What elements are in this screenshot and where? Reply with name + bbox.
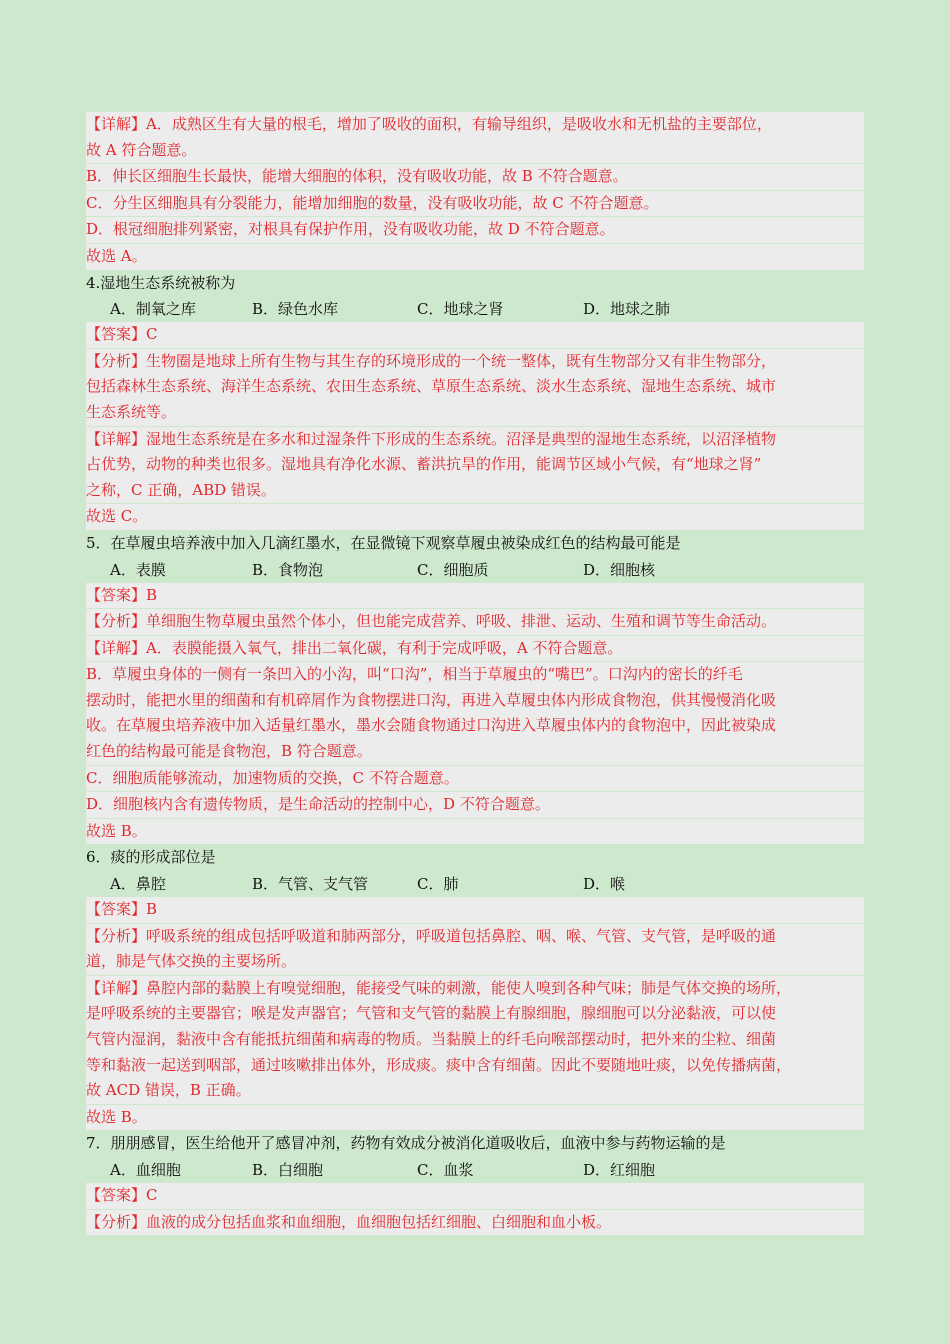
explanation-line: 【详解】鼻腔内部的黏膜上有嗅觉细胞，能接受气味的刺激，能使人嗅到各种气味；肺是气体交换的场所， xyxy=(86,976,864,1002)
explanation-block xyxy=(86,427,864,504)
explanation-line: 【答案】B xyxy=(86,583,864,609)
explanation-block xyxy=(86,976,864,1104)
explanation-line: 故选 A。 xyxy=(86,244,864,270)
explanation-line: 故选 B。 xyxy=(86,819,864,845)
explanation-block xyxy=(86,792,864,818)
option-a: A．表膜 xyxy=(110,560,166,579)
explanation-line: 道，肺是气体交换的主要场所。 xyxy=(86,949,864,975)
question-text: 6．痰的形成部位是 xyxy=(86,848,216,867)
explanation-line: 故 ACD 错误，B 正确。 xyxy=(86,1078,864,1104)
explanation-line: 故选 C。 xyxy=(86,504,864,530)
explanation-line: 收。在草履虫培养液中加入适量红墨水，墨水会随食物通过口沟进入草履虫体内的食物泡中，因此被染成 xyxy=(86,713,864,739)
explanation-block xyxy=(86,244,864,270)
explanation-block xyxy=(86,897,864,923)
question-text: 7．朋朋感冒，医生给他开了感冒冲剂，药物有效成分被消化道吸收后，血液中参与药物运输的是 xyxy=(86,1134,726,1153)
explanation-block xyxy=(86,1183,864,1209)
explanation-line: 包括森林生态系统、海洋生态系统、农田生态系统、草原生态系统、淡水生态系统、湿地生态系统、城市 xyxy=(86,374,864,400)
question-text: 5．在草履虫培养液中加入几滴红墨水，在显微镜下观察草履虫被染成红色的结构最可能是 xyxy=(86,533,681,552)
explanation-line: 【答案】C xyxy=(86,322,864,348)
explanation-line: C．细胞质能够流动，加速物质的交换，C 不符合题意。 xyxy=(86,766,864,792)
explanation-line: 【分析】生物圈是地球上所有生物与其生存的环境形成的一个统一整体，既有生物部分又有非生物部分， xyxy=(86,349,864,375)
explanation-line: C．分生区细胞具有分裂能力，能增加细胞的数量，没有吸收功能，故 C 不符合题意。 xyxy=(86,191,864,217)
question-options xyxy=(86,871,864,897)
explanation-block xyxy=(86,504,864,530)
explanation-line: B．草履虫身体的一侧有一条凹入的小沟，叫“口沟”，相当于草履虫的“嘴巴”。口沟内的密长的纤毛 xyxy=(86,662,864,688)
explanation-line: 【详解】A．成熟区生有大量的根毛，增加了吸收的面积，有输导组织，是吸收水和无机盐的主要部位， xyxy=(86,112,864,138)
explanation-block xyxy=(86,924,864,975)
question-options xyxy=(86,1157,864,1183)
explanation-block xyxy=(86,583,864,609)
explanation-line: 【分析】单细胞生物草履虫虽然个体小，但也能完成营养、呼吸、排泄、运动、生殖和调节等生命活动。 xyxy=(86,609,864,635)
option-c: C．肺 xyxy=(417,875,459,894)
explanation-line: 气管内湿润，黏液中含有能抵抗细菌和病毒的物质。当黏膜上的纤毛向喉部摆动时，把外来的尘粒、细菌 xyxy=(86,1027,864,1053)
explanation-block xyxy=(86,766,864,792)
explanation-line: 【分析】血液的成分包括血浆和血细胞，血细胞包括红细胞、白细胞和血小板。 xyxy=(86,1210,864,1236)
option-d: D．细胞核 xyxy=(583,560,656,579)
option-a: A．鼻腔 xyxy=(110,875,166,894)
option-d: D．地球之肺 xyxy=(583,300,671,319)
explanation-line: 【答案】B xyxy=(86,897,864,923)
explanation-line: 生态系统等。 xyxy=(86,400,864,426)
explanation-line: 是呼吸系统的主要器官；喉是发声器官；气管和支气管的黏膜上有腺细胞，腺细胞可以分泌黏液，可以使 xyxy=(86,1001,864,1027)
option-b: B．气管、支气管 xyxy=(252,875,369,894)
explanation-block xyxy=(86,1210,864,1236)
explanation-line: 摆动时，能把水里的细菌和有机碎屑作为食物摆进口沟，再进入草履虫体内形成食物泡，供其慢慢消化吸 xyxy=(86,688,864,714)
explanation-line: D．根冠细胞排列紧密，对根具有保护作用，没有吸收功能，故 D 不符合题意。 xyxy=(86,217,864,243)
option-a: A．制氧之库 xyxy=(110,300,196,319)
explanation-block xyxy=(86,636,864,662)
option-b: B．白细胞 xyxy=(252,1160,324,1179)
option-b: B．食物泡 xyxy=(252,560,324,579)
explanation-line: 【详解】A．表膜能摄入氧气，排出二氧化碳，有利于完成呼吸，A 不符合题意。 xyxy=(86,636,864,662)
explanation-line: 【详解】湿地生态系统是在多水和过湿条件下形成的生态系统。沼泽是典型的湿地生态系统，以沼泽植物 xyxy=(86,427,864,453)
option-d: D．喉 xyxy=(583,875,626,894)
document-page xyxy=(86,112,864,1236)
explanation-line: 故 A 符合题意。 xyxy=(86,138,864,164)
explanation-block xyxy=(86,609,864,635)
option-a: A．血细胞 xyxy=(110,1160,181,1179)
explanation-block xyxy=(86,819,864,845)
option-b: B．绿色水库 xyxy=(252,300,339,319)
explanation-line: 【答案】C xyxy=(86,1183,864,1209)
question-options xyxy=(86,557,864,583)
explanation-block xyxy=(86,191,864,217)
question-text: 4.湿地生态系统被称为 xyxy=(86,273,236,292)
explanation-line: 之称，C 正确，ABD 错误。 xyxy=(86,478,864,504)
explanation-line: D．细胞核内含有遗传物质，是生命活动的控制中心，D 不符合题意。 xyxy=(86,792,864,818)
explanation-line: 等和黏液一起送到咽部，通过咳嗽排出体外，形成痰。痰中含有细菌。因此不要随地吐痰，以免传播病菌， xyxy=(86,1053,864,1079)
explanation-line: B．伸长区细胞生长最快，能增大细胞的体积，没有吸收功能，故 B 不符合题意。 xyxy=(86,164,864,190)
explanation-line: 【分析】呼吸系统的组成包括呼吸道和肺两部分，呼吸道包括鼻腔、咽、喉、气管、支气管，是呼吸的通 xyxy=(86,924,864,950)
explanation-block xyxy=(86,1105,864,1131)
option-c: C．血浆 xyxy=(417,1160,474,1179)
explanation-block xyxy=(86,662,864,764)
explanation-line: 占优势，动物的种类也很多。湿地具有净化水源、蓄洪抗旱的作用，能调节区域小气候，有“地球之肾” xyxy=(86,452,864,478)
explanation-block xyxy=(86,164,864,190)
question-options xyxy=(86,296,864,322)
explanation-block xyxy=(86,349,864,426)
option-c: C．细胞质 xyxy=(417,560,489,579)
explanation-line: 故选 B。 xyxy=(86,1105,864,1131)
explanation-block xyxy=(86,217,864,243)
option-c: C．地球之肾 xyxy=(417,300,504,319)
explanation-line: 红色的结构最可能是食物泡，B 符合题意。 xyxy=(86,739,864,765)
explanation-block xyxy=(86,322,864,348)
option-d: D．红细胞 xyxy=(583,1160,656,1179)
explanation-block xyxy=(86,112,864,163)
